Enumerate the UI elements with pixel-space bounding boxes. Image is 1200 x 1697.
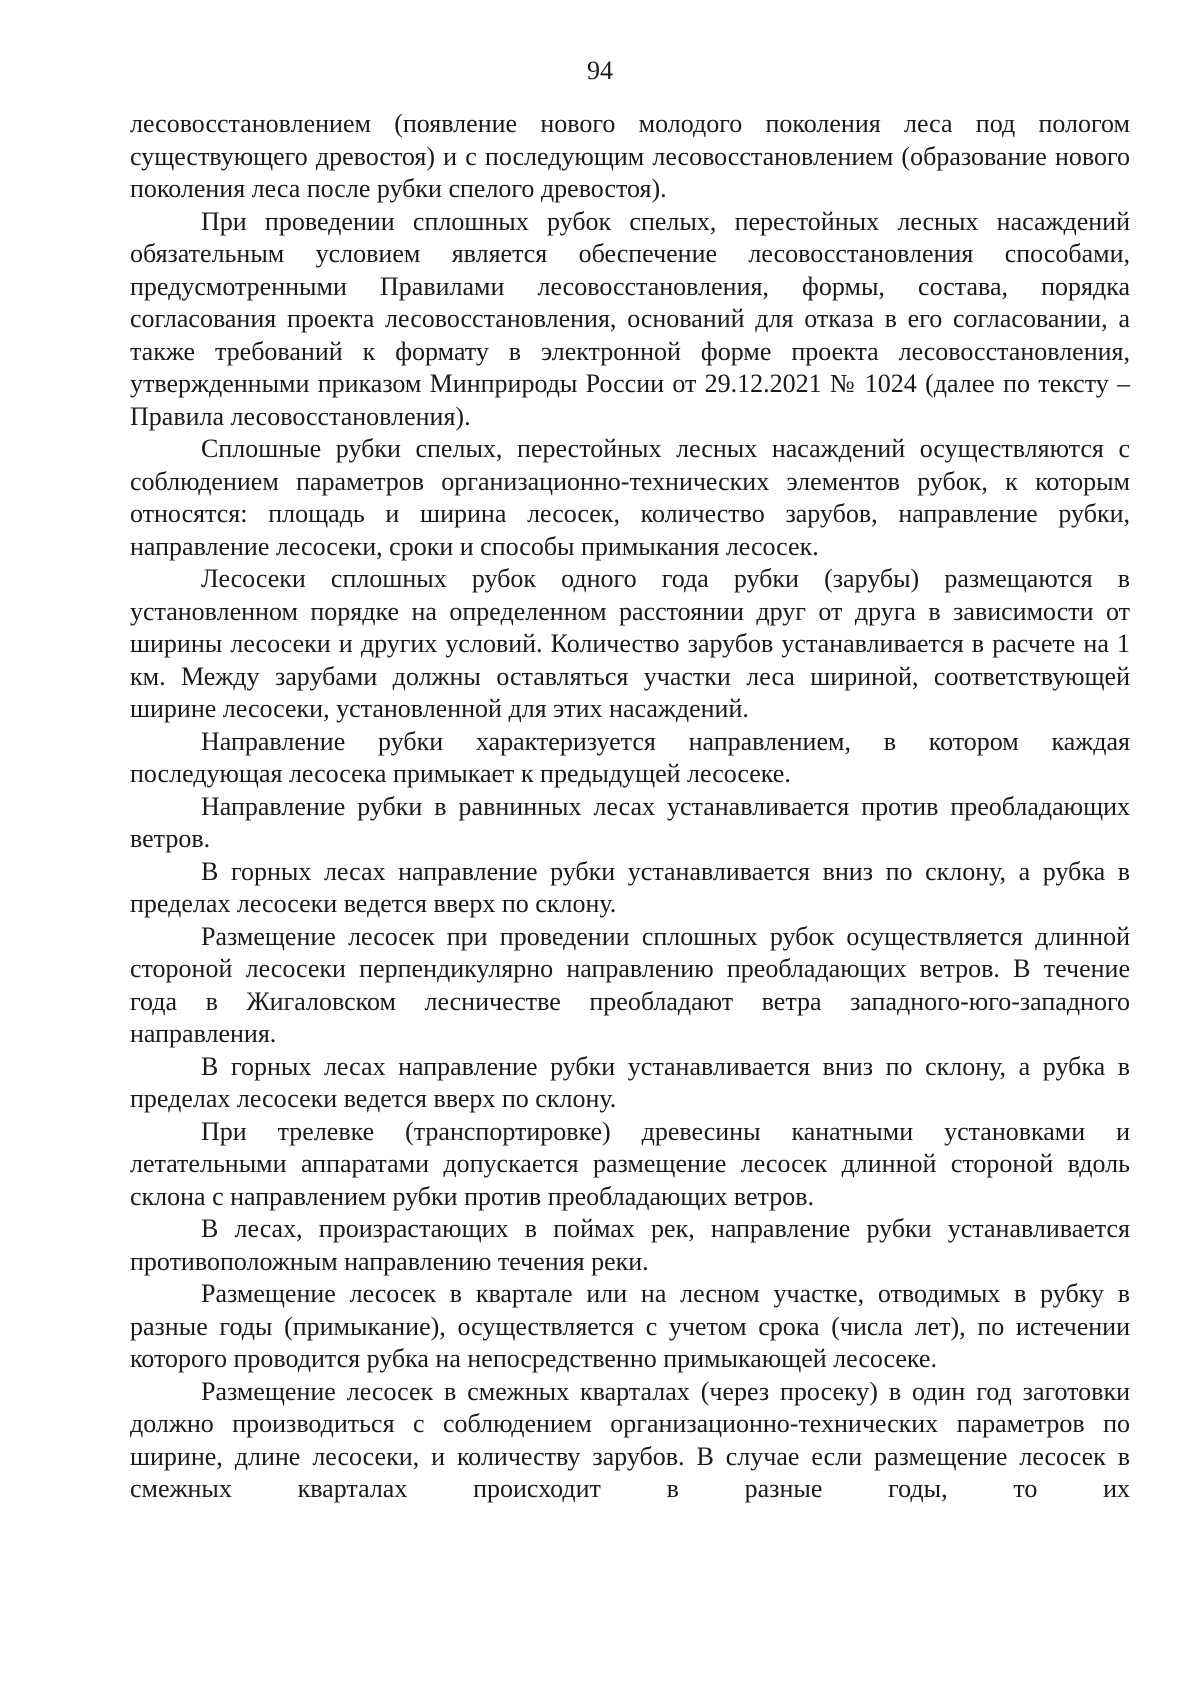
paragraph-continues-next-page: Размещение лесосек в смежных кварталах (через просеку) в один год заготовки должно производиться с соблюдением организационно-технических параметров по ширине, длине лесосеки, и количеству зарубов. В случае если размещение лесосек в смежных кварталах происходит в разные годы, то их: [130, 1376, 1130, 1503]
page-number: 94: [587, 56, 613, 85]
body-text: [130, 108, 1130, 1506]
paragraph: Направление рубки в равнинных лесах устанавливается против преобладающих ветров.: [130, 791, 1130, 853]
paragraph: В горных лесах направление рубки устанавливается вниз по склону, а рубка в пределах лесосеки ведется вверх по склону.: [130, 1051, 1130, 1113]
paragraph: В лесах, произрастающих в поймах рек, направление рубки устанавливается противоположным направлению течения реки.: [130, 1214, 1130, 1276]
paragraph: Направление рубки характеризуется направлением, в котором каждая последующая лесосека примыкает к предыдущей лесосеке.: [130, 726, 1130, 788]
paragraph: В горных лесах направление рубки устанавливается вниз по склону, а рубка в пределах лесосеки ведется вверх по склону.: [130, 856, 1130, 918]
paragraph: Размещение лесосек в квартале или на лесном участке, отводимых в рубку в разные годы (примыкание), осуществляется с учетом срока (числа лет), по истечении которого проводится рубка на непосредственно примыкающей лесосеке.: [130, 1279, 1130, 1373]
paragraph: Размещение лесосек при проведении сплошных рубок осуществляется длинной стороной лесосеки перпендикулярно направлению преобладающих ветров. В течение года в Жигаловском лесничестве преобладают ветра западного-юго-западного направления.: [130, 921, 1130, 1048]
paragraph: При трелевке (транспортировке) древесины канатными установками и летательными аппаратами допускается размещение лесосек длинной стороной вдоль склона с направлением рубки против преобладающих ветров.: [130, 1116, 1130, 1211]
paragraph: При проведении сплошных рубок спелых, перестойных лесных насаждений обязательным условием является обеспечение лесовосстановления способами, предусмотренными Правилами лесовосстановления, формы, состава, порядка согласования проекта лесовосстановления, оснований для отказа в его согласовании, а также требований к формату в электронной форме проекта лесовосстановления, утвержденными приказом Минприроды России от 29.12.2021 № 1024 (далее по тексту – Правила лесовосстановления).: [130, 206, 1130, 431]
paragraph: Лесосеки сплошных рубок одного года рубки (зарубы) размещаются в установленном порядке на определенном расстоянии друг от друга в зависимости от ширины лесосеки и других условий. Количество зарубов устанавливается в расчете на 1 км. Между зарубами должны оставляться участки леса шириной, соответствующей ширине лесосеки, установленной для этих насаждений.: [130, 564, 1130, 723]
paragraph-continuation: лесовосстановлением (появление нового молодого поколения леса под пологом существующего древостоя) и с последующим лесовосстановлением (образование нового поколения леса после рубки спелого древостоя).: [130, 109, 1130, 203]
paragraph: Сплошные рубки спелых, перестойных лесных насаждений осуществляются с соблюдением параметров организационно-технических элементов рубок, к которым относятся: площадь и ширина лесосек, количество зарубов, направление рубки, направление лесосеки, сроки и способы примыкания лесосек.: [130, 434, 1130, 561]
